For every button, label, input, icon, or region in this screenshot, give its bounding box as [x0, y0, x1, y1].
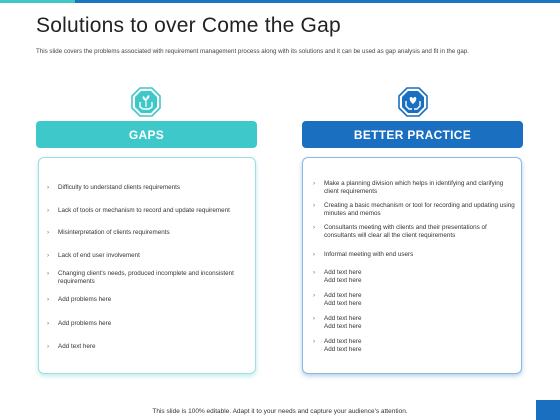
gaps-panel	[38, 157, 256, 374]
hands-with-heart-icon	[398, 87, 428, 117]
slide-footer: This slide is 100% editable. Adapt it to your needs and capture your audience's attention.	[152, 408, 408, 415]
gaps-header: GAPS	[36, 121, 257, 148]
gaps-item: › Changing client's needs, produced incomplete and inconsistent requirements	[47, 270, 234, 285]
top-accent-bar	[0, 0, 560, 3]
corner-accent	[536, 400, 560, 420]
better-practice-item: › Add text here Add text here	[313, 315, 362, 330]
chevron-right-icon: ›	[313, 292, 316, 299]
chevron-right-icon: ›	[313, 315, 316, 322]
better-practice-item: › Add text here Add text here	[313, 338, 362, 353]
top-accent-bar-teal	[0, 0, 75, 3]
chevron-right-icon: ›	[47, 320, 50, 327]
chevron-right-icon: ›	[313, 338, 316, 345]
chevron-right-icon: ›	[313, 224, 316, 231]
better-practice-item: › Add text here Add text here	[313, 269, 362, 284]
gaps-item: › Add problems here	[47, 320, 112, 327]
gaps-item: › Add text here	[47, 343, 96, 350]
chevron-right-icon: ›	[47, 207, 50, 214]
chevron-right-icon: ›	[47, 252, 50, 259]
better-practice-item: › Informal meeting with end users	[313, 251, 414, 258]
hands-with-plant-icon	[131, 87, 161, 117]
better-practice-item: › Consultants meeting with clients and their presentations of consultants will clear all the client requirements	[313, 224, 487, 239]
chevron-right-icon: ›	[47, 343, 50, 350]
gaps-item: › Lack of end user involvement	[47, 252, 140, 259]
gaps-item: › Lack of tools or mechanism to record and update requirement	[47, 207, 230, 214]
better-practice-item: › Add text here Add text here	[313, 292, 362, 307]
chevron-right-icon: ›	[313, 180, 316, 187]
chevron-right-icon: ›	[47, 184, 50, 191]
chevron-right-icon: ›	[313, 269, 316, 276]
better-practice-item: › Creating a basic mechanism or tool for recording and updating using minutes and memos	[313, 202, 515, 217]
slide-subtitle: This slide covers the problems associated with requirement management process along with its solutions and it can be used as gap analysis and fit in the gap.	[36, 48, 470, 55]
slide-title: Solutions to over Come the Gap	[36, 14, 341, 37]
chevron-right-icon: ›	[47, 229, 50, 236]
chevron-right-icon: ›	[47, 270, 50, 277]
better-practice-panel	[302, 157, 522, 374]
chevron-right-icon: ›	[313, 202, 316, 209]
gaps-item: › Add problems here	[47, 296, 112, 303]
chevron-right-icon: ›	[47, 296, 50, 303]
better-practice-item: › Make a planning division which helps in identifying and clarifying client requirements	[313, 180, 504, 195]
chevron-right-icon: ›	[313, 251, 316, 258]
better-practice-header: BETTER PRACTICE	[302, 121, 523, 148]
gaps-item: › Misinterpretation of clients requirements	[47, 229, 170, 236]
gaps-item: › Difficulty to understand clients requirements	[47, 184, 181, 191]
